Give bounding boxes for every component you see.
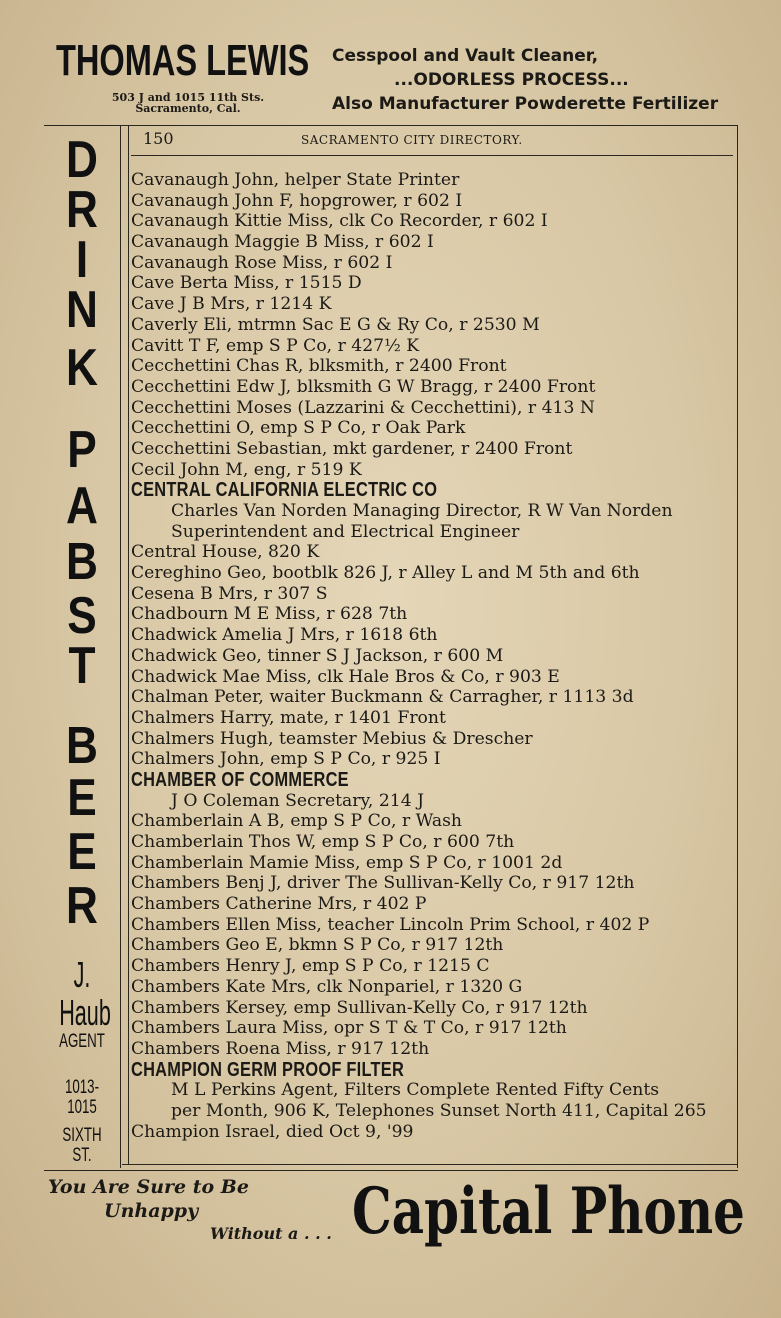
directory-entry: Chambers Henry J, emp S P Co, r 1215 C (131, 956, 490, 977)
side-letter: B (66, 717, 98, 775)
directory-entry: Cavanaugh Kittie Miss, clk Co Recorder, r 602 I (131, 211, 548, 232)
agent-number: 1013-1015 (64, 1077, 100, 1118)
page-title: SACRAMENTO CITY DIRECTORY. (301, 133, 523, 147)
service-line-2: ...ODORLESS PROCESS... (394, 70, 629, 90)
side-letter: R (66, 877, 98, 935)
directory-entry: Chamberlain Mamie Miss, emp S P Co, r 1001 2d (131, 852, 563, 873)
directory-entry: Chalmers Harry, mate, r 1401 Front (131, 707, 446, 728)
agent-label: AGENT (59, 1031, 105, 1052)
entry-heading: CHAMBER OF COMMERCE (131, 769, 349, 791)
directory-entry: Cavanaugh Rose Miss, r 602 I (131, 252, 393, 273)
ad-phone-brand: Capital Phone (352, 1174, 745, 1249)
side-letter: I (75, 231, 89, 289)
service-line-3: Also Manufacturer Powderette Fertilizer (332, 94, 719, 114)
directory-entry: Chambers Ellen Miss, teacher Lincoln Prim School, r 402 P (131, 914, 650, 935)
directory-entry: Champion Israel, died Oct 9, '99 (131, 1121, 414, 1142)
directory-entry: Chambers Benj J, driver The Sullivan-Kelly Co, r 917 12th (131, 873, 635, 894)
directory-entry: Superintendent and Electrical Engineer (171, 521, 520, 542)
address-line-2: Sacramento, Cal. (135, 102, 241, 115)
address-line-1: 503 J and 1015 11th Sts. (111, 91, 265, 104)
side-letter: E (67, 769, 97, 827)
directory-entry: Cecchettini Moses (Lazzarini & Cecchettini), r 413 N (131, 397, 595, 418)
agent-name: J. Haub (59, 954, 111, 1033)
side-letter: P (67, 421, 97, 479)
directory-entry: Cecil John M, eng, r 519 K (131, 459, 362, 480)
side-letter: S (67, 587, 97, 645)
directory-entry: Chambers Kate Mrs, clk Nonpariel, r 1320 G (131, 976, 523, 997)
page-number: 150 (143, 129, 174, 148)
directory-entry: Chadbourn M E Miss, r 628 7th (131, 604, 408, 625)
directory-entry: Chadwick Amelia J Mrs, r 1618 6th (131, 625, 438, 646)
side-advertisement (44, 126, 120, 1164)
entry-heading: CHAMPION GERM PROOF FILTER (131, 1059, 405, 1081)
directory-entry: Chambers Laura Miss, opr S T & T Co, r 917 12th (131, 1018, 567, 1039)
ad-tagline-1: You Are Sure to Be (48, 1176, 249, 1198)
directory-entry: Cecchettini O, emp S P Co, r Oak Park (131, 418, 466, 439)
side-letter: D (66, 131, 98, 189)
side-letter: T (68, 637, 96, 695)
directory-entry: Cave Berta Miss, r 1515 D (131, 273, 362, 294)
side-letter: E (67, 823, 97, 881)
directory-entry: Cavanaugh Maggie B Miss, r 602 I (131, 232, 434, 253)
top-advertisement (0, 0, 781, 125)
agent-street: SIXTH ST. (62, 1125, 102, 1166)
bottom-rule (122, 1164, 738, 1165)
directory-entry: Chalmers John, emp S P Co, r 925 I (131, 749, 441, 770)
directory-entry: Chamberlain Thos W, emp S P Co, r 600 7th (131, 832, 515, 852)
directory-entry: Cavitt T F, emp S P Co, r 427½ K (131, 335, 420, 356)
directory-entry: Cavanaugh John F, hopgrower, r 602 I (131, 190, 463, 211)
directory-entry: Cecchettini Edw J, blksmith G W Bragg, r 2400 Front (131, 376, 596, 397)
column-rule (128, 126, 129, 1164)
directory-entry: Chadwick Mae Miss, clk Hale Bros & Co, r 903 E (131, 666, 560, 687)
directory-entry: Cave J B Mrs, r 1214 K (131, 294, 332, 315)
side-letter: R (66, 181, 98, 239)
directory-entry: Cavanaugh John, helper State Printer (131, 170, 460, 190)
side-letter: A (66, 477, 98, 535)
directory-entry: Cecchettini Sebastian, mkt gardener, r 2400 Front (131, 438, 573, 459)
directory-entry: Chambers Geo E, bkmn S P Co, r 917 12th (131, 935, 504, 956)
directory-entry: Cecchettini Chas R, blksmith, r 2400 Front (131, 356, 507, 377)
directory-entry: Charles Van Norden Managing Director, R W Van Norden (171, 501, 673, 521)
ad-tagline-3: Without a . . . (210, 1224, 332, 1243)
column-rule (120, 126, 121, 1168)
directory-entry: Chalmers Hugh, teamster Mebius & Drescher (131, 728, 533, 749)
ad-tagline-2: Unhappy (104, 1200, 199, 1222)
directory-entry: Chambers Roena Miss, r 917 12th (131, 1038, 430, 1059)
side-letter: K (66, 339, 98, 397)
directory-entry: Chambers Kersey, emp Sullivan-Kelly Co, r 917 12th (131, 997, 588, 1018)
directory-entry: Cereghino Geo, bootblk 826 J, r Alley L and M 5th and 6th (131, 563, 640, 584)
entry-heading: CENTRAL CALIFORNIA ELECTRIC CO (131, 480, 438, 501)
side-letter: N (66, 281, 98, 339)
directory-entry: Cesena B Mrs, r 307 S (131, 583, 328, 604)
side-letter: B (66, 533, 98, 591)
directory-entry: Chalman Peter, waiter Buckmann & Carragher, r 1113 3d (131, 687, 634, 708)
directory-entry: J O Coleman Secretary, 214 J (171, 790, 424, 811)
directory-entry: Chadwick Geo, tinner S J Jackson, r 600 M (131, 645, 504, 666)
running-header (131, 127, 733, 156)
directory-entry: Chamberlain A B, emp S P Co, r Wash (131, 811, 462, 832)
directory-entry: per Month, 906 K, Telephones Sunset North 411, Capital 265 (171, 1100, 707, 1121)
directory-entry: Chambers Catherine Mrs, r 402 P (131, 894, 427, 915)
advertiser-address (88, 92, 288, 114)
bottom-advertisement (0, 1170, 781, 1318)
directory-entry: M L Perkins Agent, Filters Complete Rented Fifty Cents (171, 1080, 660, 1101)
advertiser-name: THOMAS LEWIS (56, 36, 310, 85)
directory-entry: Central House, 820 K (131, 542, 320, 563)
service-line-1: Cesspool and Vault Cleaner, (332, 46, 599, 66)
directory-entry: Caverly Eli, mtrmn Sac E G & Ry Co, r 2530 M (131, 314, 540, 335)
column-rule (737, 126, 738, 1168)
directory-entries (131, 170, 737, 1142)
